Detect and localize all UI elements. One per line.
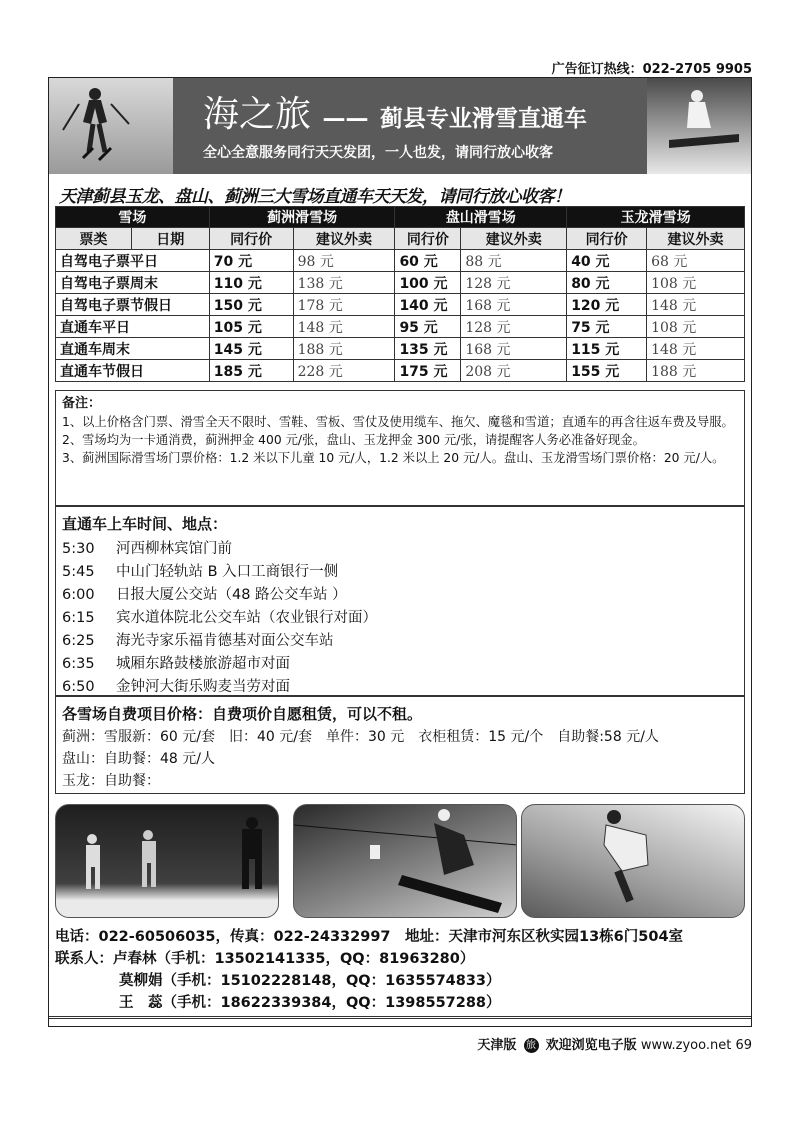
self-pay-yulong: 玉龙：自助餐： (62, 773, 160, 789)
ticket-type-cell: 自驾电子票平日 (56, 250, 210, 272)
contact-person-1: 联系人：卢春林（手机：13502141335，QQ：81963280） (55, 951, 475, 967)
page-number: 69 (735, 1038, 752, 1053)
website-link[interactable]: www.zyoo.net (640, 1038, 732, 1053)
photo-strip (55, 804, 745, 920)
title-dash: —— (322, 106, 369, 132)
schedule-item (62, 538, 738, 561)
subheader-retail-price: 建议外卖 (293, 228, 395, 250)
ticket-type-cell: 直通车平日 (56, 316, 210, 338)
panshan-retail-price: 208 元 (461, 360, 567, 382)
snowboarder-photo (647, 78, 751, 174)
table-row (56, 316, 745, 338)
panshan-agent-price: 175 元 (395, 360, 461, 382)
panshan-agent-price: 135 元 (395, 338, 461, 360)
pickup-place: 金钟河大街乐购麦当劳对面 (116, 679, 290, 695)
ticket-type-cell: 直通车周末 (56, 338, 210, 360)
jizhou-agent-price: 145 元 (209, 338, 293, 360)
header-yulong: 玉龙滑雪场 (567, 207, 745, 228)
bus-schedule-section (55, 506, 745, 696)
yulong-retail-price: 148 元 (647, 338, 745, 360)
banner (49, 78, 751, 174)
subheader-agent-price: 同行价 (395, 228, 461, 250)
snowboarder-action-photo (521, 804, 745, 918)
note-line: 2、雪场均为一卡通消费，蓟洲押金 400 元/张，盘山、玉龙押金 300 元/张，请提醒客人务必准备好现金。 (62, 433, 645, 447)
table-row (56, 338, 745, 360)
panshan-retail-price: 128 元 (461, 316, 567, 338)
self-pay-panshan: 盘山：自助餐：48 元/人 (62, 751, 215, 767)
panshan-agent-price: 95 元 (395, 316, 461, 338)
note-line: 1、以上价格含门票、滑雪全天不限时、雪鞋、雪板、雪仗及使用缆车、拖欠、魔毯和雪道；直通车的再含往返车费及导服。 (62, 415, 734, 429)
contact-person-3: 王 蕊（手机：18622339384，QQ：1398557288） (119, 995, 501, 1011)
subheader-ticket-type: 票类 (56, 228, 132, 250)
notes-section (55, 390, 745, 506)
jizhou-retail-price: 228 元 (293, 360, 395, 382)
panshan-retail-price: 88 元 (461, 250, 567, 272)
header-jizhou: 蓟洲滑雪场 (209, 207, 395, 228)
ticket-type-cell: 自驾电子票周末 (56, 272, 210, 294)
panshan-agent-price: 100 元 (395, 272, 461, 294)
jizhou-agent-price: 110 元 (209, 272, 293, 294)
subheader-agent-price: 同行价 (209, 228, 293, 250)
jizhou-retail-price: 148 元 (293, 316, 395, 338)
schedule-item (62, 653, 738, 676)
schedule-title: 直通车上车时间、地点： (62, 515, 228, 533)
pickup-time: 5:45 (62, 564, 95, 580)
pickup-time: 6:50 (62, 679, 95, 695)
skiers-group-photo (55, 804, 279, 918)
yulong-retail-price: 108 元 (647, 316, 745, 338)
banner-subtitle: 蓟县专业滑雪直通车 (379, 106, 587, 132)
pickup-place: 城厢东路鼓楼旅游超市对面 (116, 656, 290, 672)
panshan-retail-price: 128 元 (461, 272, 567, 294)
jizhou-agent-price: 150 元 (209, 294, 293, 316)
yulong-agent-price: 155 元 (567, 360, 647, 382)
banner-title (203, 86, 587, 137)
yulong-agent-price: 80 元 (567, 272, 647, 294)
ticket-type-cell: 直通车节假日 (56, 360, 210, 382)
edition-label: 天津版 (477, 1038, 517, 1053)
ad-hotline: 广告征订热线：022-2705 9905 (551, 62, 752, 77)
snowboard-jump-photo (293, 804, 517, 918)
yulong-retail-price: 108 元 (647, 272, 745, 294)
pickup-place: 宾水道体院北公交车站（农业银行对面） (116, 610, 377, 626)
pickup-place: 海光寺家乐福肯德基对面公交车站 (116, 633, 334, 649)
headline: 天津蓟县玉龙、盘山、蓟洲三大雪场直通车天天发，请同行放心收客！ (59, 187, 571, 207)
jizhou-agent-price: 185 元 (209, 360, 293, 382)
table-row (56, 272, 745, 294)
table-row (56, 360, 745, 382)
contact-phone-address: 电话：022-60506035，传真：022-24332997 地址：天津市河东区秋实园13栋6门504室 (55, 929, 684, 945)
yulong-retail-price: 188 元 (647, 360, 745, 382)
schedule-item (62, 561, 738, 584)
jizhou-retail-price: 178 元 (293, 294, 395, 316)
jizhou-agent-price: 70 元 (209, 250, 293, 272)
schedule-item (62, 630, 738, 653)
pickup-time: 6:35 (62, 656, 95, 672)
yulong-agent-price: 40 元 (567, 250, 647, 272)
notes-title: 备注： (62, 396, 102, 411)
panshan-retail-price: 168 元 (461, 338, 567, 360)
header-resort: 雪场 (56, 207, 210, 228)
table-row (56, 294, 745, 316)
pickup-place: 日报大厦公交站（48 路公交车站 ） (116, 587, 347, 603)
banner-title-area (173, 78, 647, 174)
yulong-retail-price: 148 元 (647, 294, 745, 316)
subheader-date: 日期 (131, 228, 209, 250)
yulong-agent-price: 120 元 (567, 294, 647, 316)
schedule-list (62, 538, 738, 699)
self-pay-section (55, 696, 745, 794)
panshan-retail-price: 168 元 (461, 294, 567, 316)
page-footer (477, 1034, 752, 1053)
yulong-agent-price: 115 元 (567, 338, 647, 360)
subheader-retail-price: 建议外卖 (647, 228, 745, 250)
panshan-agent-price: 140 元 (395, 294, 461, 316)
bottom-divider (49, 1016, 751, 1019)
skier-photo (49, 78, 173, 174)
panshan-agent-price: 60 元 (395, 250, 461, 272)
ad-frame (48, 77, 752, 1027)
table-subheader-row (56, 228, 745, 250)
footer-text: 欢迎浏览电子版 (545, 1038, 637, 1053)
yulong-agent-price: 75 元 (567, 316, 647, 338)
self-pay-jizhou: 蓟洲：雪服新：60 元/套 旧：40 元/套 单件：30 元 衣柜租赁：15 元/个 自助餐:58 元/人 (62, 729, 659, 745)
jizhou-retail-price: 138 元 (293, 272, 395, 294)
pickup-time: 5:30 (62, 541, 95, 557)
header-panshan: 盘山滑雪场 (395, 207, 567, 228)
jizhou-agent-price: 105 元 (209, 316, 293, 338)
price-table (55, 206, 745, 382)
note-line: 3、蓟洲国际滑雪场门票价格：1.2 米以下儿童 10 元/人，1.2 米以上 20 元/人。盘山、玉龙滑雪场门票价格：20 元/人。 (62, 451, 725, 465)
schedule-item (62, 607, 738, 630)
pickup-time: 6:15 (62, 610, 95, 626)
brand-name: 海之旅 (203, 94, 312, 135)
pickup-time: 6:25 (62, 633, 95, 649)
magazine-logo-icon: 旅 (524, 1038, 539, 1053)
jizhou-retail-price: 188 元 (293, 338, 395, 360)
contact-person-2: 莫柳娟（手机：15102228148，QQ：1635574833） (119, 973, 501, 989)
jizhou-retail-price: 98 元 (293, 250, 395, 272)
self-pay-title: 各雪场自费项目价格：自费项价自愿租赁，可以不租。 (62, 705, 423, 723)
contact-block (55, 926, 745, 1014)
yulong-retail-price: 68 元 (647, 250, 745, 272)
subheader-agent-price: 同行价 (567, 228, 647, 250)
pickup-place: 中山门轻轨站 B 入口工商银行一侧 (116, 564, 339, 580)
subheader-retail-price: 建议外卖 (461, 228, 567, 250)
ticket-type-cell: 自驾电子票节假日 (56, 294, 210, 316)
banner-slogan: 全心全意服务同行天天发团，一人也发，请同行放心收客 (203, 145, 553, 161)
table-row (56, 250, 745, 272)
table-header-row (56, 207, 745, 228)
schedule-item (62, 584, 738, 607)
pickup-place: 河西柳林宾馆门前 (116, 541, 232, 557)
pickup-time: 6:00 (62, 587, 95, 603)
